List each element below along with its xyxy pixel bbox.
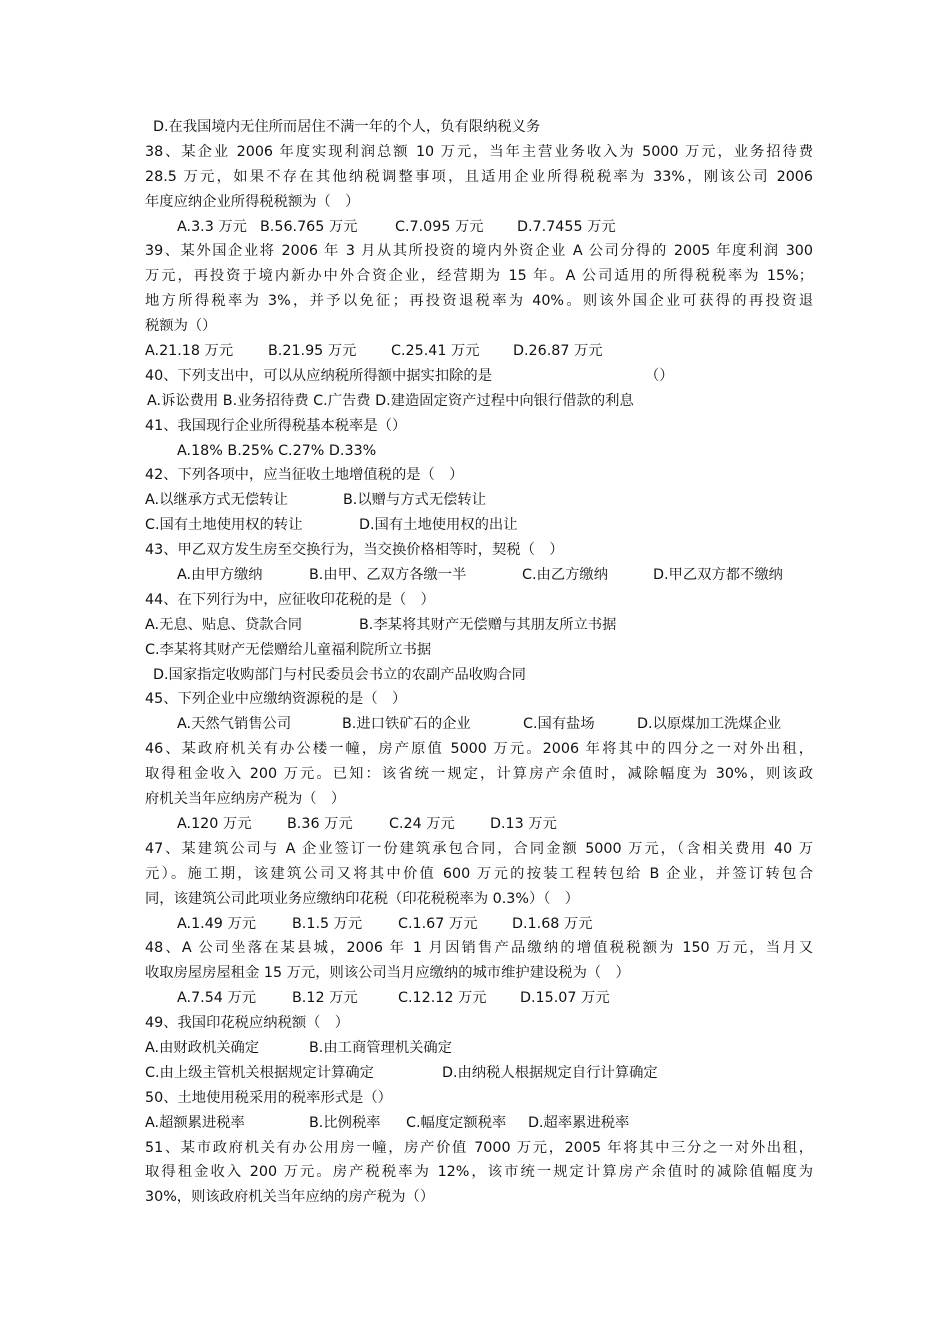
q50-option-b: B.比例税率	[309, 1114, 381, 1131]
q45-option-c: C.国有盐场	[523, 716, 595, 733]
q40-blank: （）	[645, 367, 674, 384]
q49-option-c: C.由上级主管机关根据规定计算确定	[145, 1064, 374, 1081]
q47-option-a: A.1.49 万元	[177, 915, 257, 932]
q46-options	[145, 812, 813, 837]
q50-option-c: C.幅度定额税率	[406, 1114, 507, 1131]
q46-option-d: D.13 万元	[490, 815, 557, 832]
q39-line-2: 万元，再投资于境内新办中外合资企业，经营期为 15 年。A 公司适用的所得税税率为 15%；	[145, 268, 813, 285]
q38-line-2: 28.5 万元，如果不存在其他纳税调整事项，且适用企业所得税税率为 33%，刚该公司 2006	[145, 168, 813, 185]
q38-option-c: C.7.095 万元	[395, 218, 484, 235]
q39-option-d: D.26.87 万元	[513, 343, 603, 360]
q46-line-2: 取得租金收入 200 万元。已知：该省统一规定，计算房产余值时，减除幅度为 30%，则该政	[145, 766, 813, 783]
q48-option-a: A.7.54 万元	[177, 990, 257, 1007]
q39-option-a: A.21.18 万元	[145, 343, 234, 360]
q43-option-b: B.由甲、乙双方各缴一半	[309, 567, 467, 584]
q42-option-d: D.国有土地使用权的出让	[359, 517, 518, 534]
q47-option-b: B.1.5 万元	[292, 915, 363, 932]
q44-option-a: A.无息、贴息、贷款合同	[145, 616, 303, 633]
q48-option-b: B.12 万元	[292, 990, 358, 1007]
q43-stem: 43、甲乙双方发生房至交换行为，当交换价格相等时，契税（ ）	[145, 542, 564, 559]
q38-line-3: 年度应纳企业所得税税额为（ ）	[145, 193, 360, 210]
q39-line-1: 39、某外国企业将 2006 年 3 月从其所投资的境内外资企业 A 公司分得的 2005 年度利润 300	[145, 243, 813, 260]
q46-line-3: 府机关当年应纳房产税为（ ）	[145, 791, 346, 808]
q40-stem-text: 40、下列支出中，可以从应纳税所得额中据实扣除的是	[145, 367, 493, 384]
q46-option-a: A.120 万元	[177, 815, 252, 832]
q42-option-a: A.以继承方式无偿转让	[145, 492, 288, 509]
q51-line-3: 30%，则该政府机关当年应纳的房产税为（）	[145, 1189, 435, 1206]
q49-stem: 49、我国印花税应纳税额（ ）	[145, 1015, 350, 1032]
q47-options	[145, 912, 813, 937]
q38-option-a: A.3.3 万元	[177, 218, 247, 235]
q38-line-1: 38、某企业 2006 年度实现利润总额 10 万元，当年主营业务收入为 5000 万元，业务招待费	[145, 143, 813, 160]
q40-stem	[145, 364, 813, 389]
q48-option-c: C.12.12 万元	[398, 990, 487, 1007]
q37-option-d: D.在我国境内无住所而居住不满一年的个人，负有限纳税义务	[153, 119, 541, 135]
q48-option-d: D.15.07 万元	[520, 990, 610, 1007]
q46-option-c: C.24 万元	[389, 815, 455, 832]
q38-option-d: D.7.7455 万元	[517, 218, 616, 235]
q42-options-row-2	[145, 513, 813, 538]
q49-option-a: A.由财政机关确定	[145, 1039, 260, 1056]
q39-line-4: 税额为（）	[145, 318, 217, 335]
q49-options-row-1	[145, 1036, 813, 1061]
q47-line-1: 47、某建筑公司与 A 企业签订一份建筑承包合同，合同金额 5000 万元，（含相关费用 40 万	[145, 840, 813, 857]
q45-stem: 45、下列企业中应缴纳资源税的是（ ）	[145, 691, 407, 708]
q44-option-d: D.国家指定收购部门与村民委员会书立的农副产品收购合同	[153, 666, 526, 683]
question-list	[145, 115, 813, 1210]
q50-options	[145, 1111, 813, 1136]
q44-option-b: B.李某将其财产无偿赠与其朋友所立书据	[359, 616, 617, 633]
q46-option-b: B.36 万元	[287, 815, 353, 832]
q43-option-d: D.甲乙双方都不缴纳	[653, 567, 783, 584]
q49-option-b: B.由工商管理机关确定	[309, 1039, 453, 1056]
q40-options: A.诉讼费用 B.业务招待费 C.广告费 D.建造固定资产过程中向银行借款的利息	[147, 392, 634, 409]
q45-option-b: B.进口铁矿石的企业	[342, 716, 471, 733]
q42-option-c: C.国有土地使用权的转让	[145, 517, 303, 534]
q47-line-2: 元）。施工期，该建筑公司又将其中价值 600 万元的按装工程转包给 B 企业，并签订转包合	[145, 865, 813, 882]
q43-option-a: A.由甲方缴纳	[177, 567, 263, 584]
q39-line-3: 地方所得税率为 3%，并予以免征；再投资退税率为 40%。则该外国企业可获得的再投资退	[145, 293, 813, 310]
q44-stem: 44、在下列行为中，应征收印花税的是（ ）	[145, 591, 435, 608]
q43-option-c: C.由乙方缴纳	[522, 567, 609, 584]
q51-line-2: 取得租金收入 200 万元。房产税税率为 12%，该市统一规定计算房产余值时的减除值幅度为	[145, 1164, 813, 1181]
q38-option-b: B.56.765 万元	[260, 218, 358, 235]
q44-option-c: C.李某将其财产无偿赠给儿童福利院所立书据	[145, 641, 432, 658]
q43-options	[145, 563, 813, 588]
q41-stem: 41、我国现行企业所得税基本税率是（）	[145, 417, 407, 434]
q41-options: A.18% B.25% C.27% D.33%	[177, 442, 377, 459]
q45-options	[145, 712, 813, 737]
q44-options-row-1	[145, 613, 813, 638]
q48-line-2: 收取房屋房屋租金 15 万元，则该公司当月应缴纳的城市维护建设税为（ ）	[145, 965, 630, 982]
q47-line-3: 同，该建筑公司此项业务应缴纳印花税（印花税税率为 0.3%）（ ）	[145, 890, 580, 907]
q47-option-d: D.1.68 万元	[512, 915, 593, 932]
q39-option-b: B.21.95 万元	[268, 343, 357, 360]
q39-options	[145, 339, 813, 364]
q45-option-a: A.天然气销售公司	[177, 716, 292, 733]
q47-option-c: C.1.67 万元	[398, 915, 478, 932]
q48-line-1: 48、A 公司坐落在某县城，2006 年 1 月因销售产品缴纳的增值税税额为 150 万元，当月又	[145, 940, 813, 957]
q38-options	[145, 215, 813, 240]
q50-option-d: D.超率累进税率	[528, 1114, 630, 1131]
q50-option-a: A.超额累进税率	[145, 1114, 245, 1131]
q49-options-row-2	[145, 1061, 813, 1086]
q42-options-row-1	[145, 488, 813, 513]
q42-option-b: B.以赠与方式无偿转让	[343, 492, 487, 509]
q46-line-1: 46、某政府机关有办公楼一幢，房产原值 5000 万元。2006 年将其中的四分之一对外出租，	[145, 741, 813, 758]
q39-option-c: C.25.41 万元	[391, 343, 480, 360]
q45-option-d: D.以原煤加工洗煤企业	[637, 716, 782, 733]
q51-line-1: 51、某市政府机关有办公用房一幢，房产价值 7000 万元，2005 年将其中三分之一对外出租，	[145, 1139, 813, 1156]
q49-option-d: D.由纳税人根据规定自行计算确定	[442, 1064, 658, 1081]
q48-options	[145, 986, 813, 1011]
q42-stem: 42、下列各项中，应当征收土地增值税的是（ ）	[145, 467, 464, 484]
q50-stem: 50、土地使用税采用的税率形式是（）	[145, 1089, 392, 1106]
